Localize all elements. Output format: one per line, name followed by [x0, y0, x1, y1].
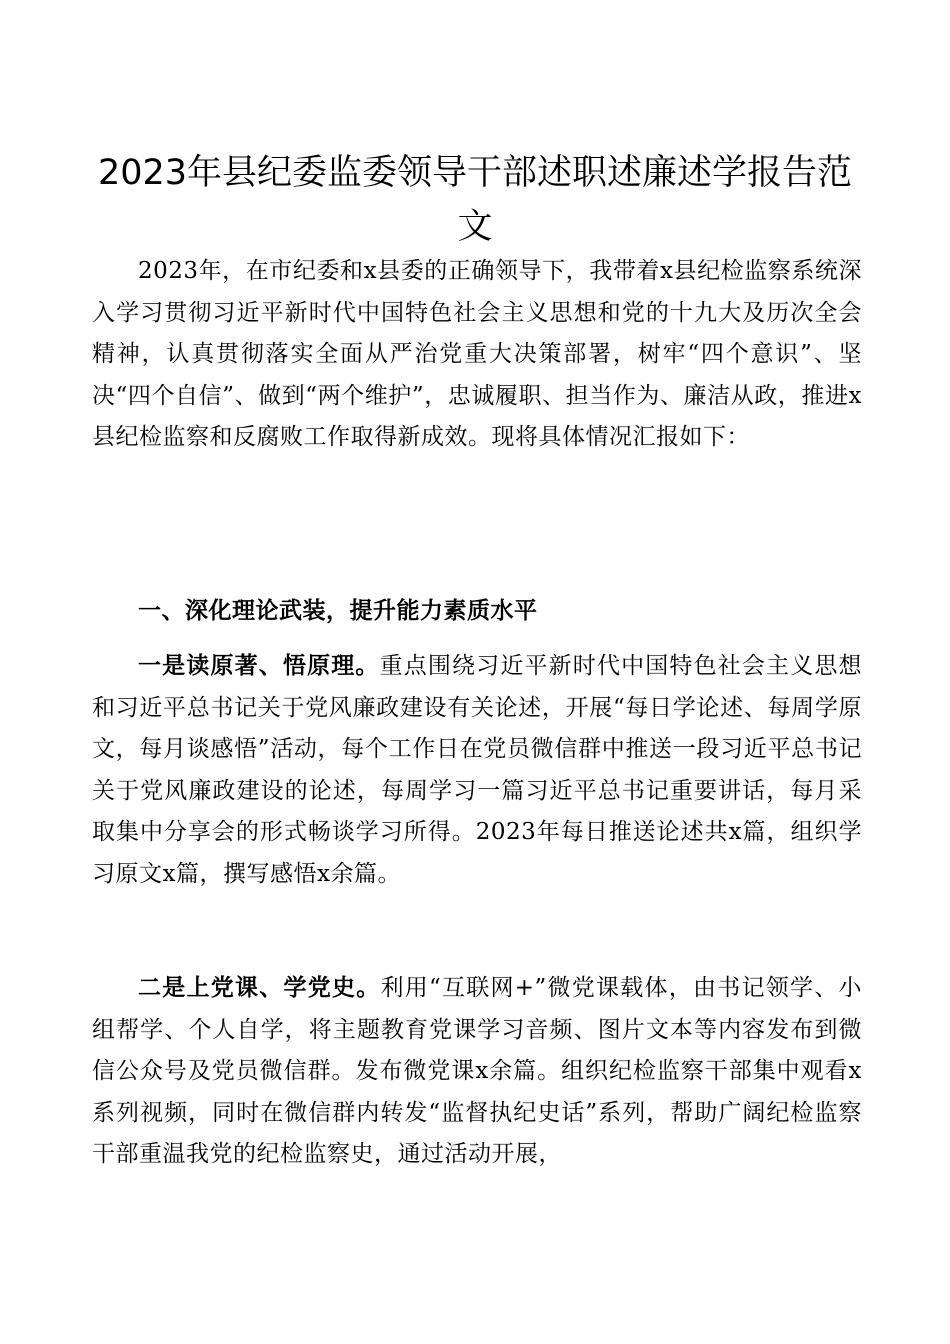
paragraph-body: 重点围绕习近平新时代中国特色社会主义思想和习近平总书记关于党风廉政建设有关论述，开展“每日学论述、每周学原文，每月谈感悟”活动，每个工作日在党员微信群中推送一段习近平总书记关于党风廉政建设的论述，每周学习一篇习近平总书记重要讲话，每月采取集中分享会的形式畅谈学习所得。2023年每日推送论述共x篇，组织学习原文x篇，撰写感悟x余篇。: [92, 653, 863, 887]
paragraph-lead: 二是上党课、学党史。: [138, 975, 381, 1001]
document-title: 2023年县纪委监委领导干部述职述廉述学报告范文: [97, 153, 853, 247]
paragraph-lead: 一是读原著、悟原理。: [138, 653, 380, 679]
intro-paragraph: 2023年，在市纪委和x县委的正确领导下，我带着x县纪检监察系统深入学习贯彻习近平新时代中国特色社会主义思想和党的十九大及历次全会精神，认真贯彻落实全面从严治党重大决策部署，树牢“四个意识”、坚决“四个自信”、做到“两个维护”，忠诚履职、担当作为、廉洁从政，推进x县纪检监察和反腐败工作取得新成效。现将具体情况汇报如下：: [92, 258, 862, 451]
paragraph-reading: [92, 646, 862, 896]
paragraph-party-lessons: [92, 968, 862, 1176]
paragraph-body: 利用“互联网+”微党课载体，由书记领学、小组帮学、个人自学，将主题教育党课学习音频、图片文本等内容发布到微信公众号及党员微信群。发布微党课x余篇。组织纪检监察干部集中观看x系列视频，同时在微信群内转发“监督执纪史话”系列，帮助广阔纪检监察干部重温我党的纪检监察史，通过活动开展，: [92, 975, 862, 1168]
section-heading: 一、深化理论武装，提升能力素质水平: [138, 598, 538, 624]
